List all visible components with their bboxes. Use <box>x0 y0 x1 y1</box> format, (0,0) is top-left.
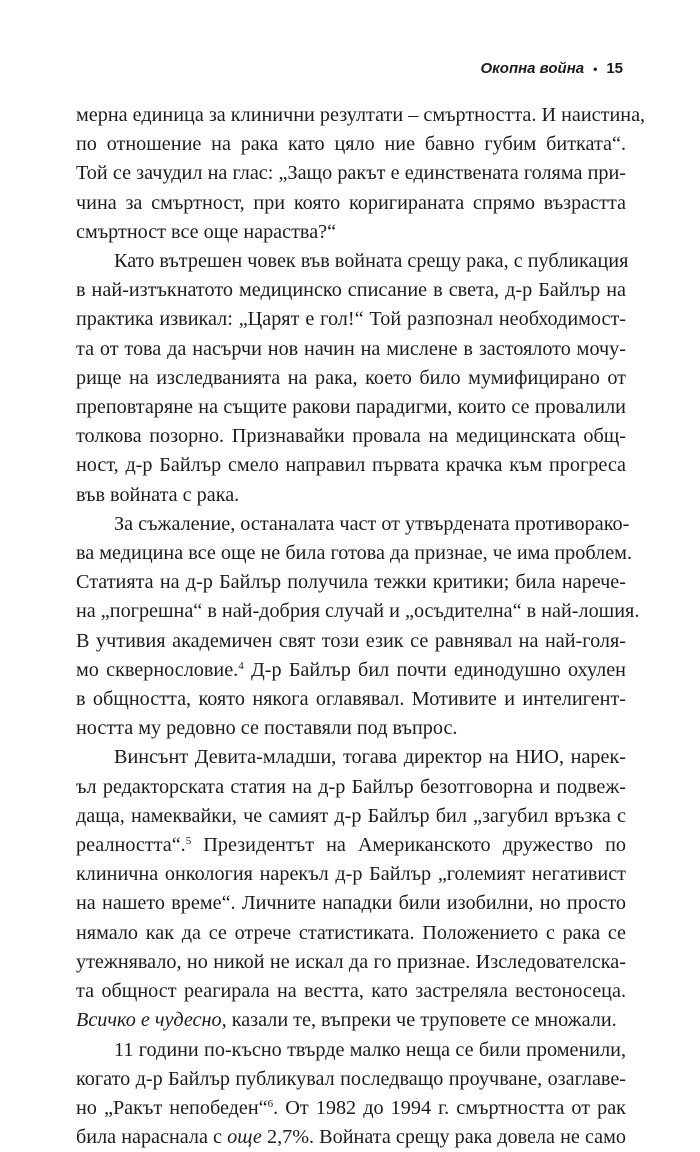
italic-text: Всичко е чудесно <box>76 1009 222 1032</box>
text-line: на нашето време“. Личните нападки били изобилни, но просто <box>76 892 626 915</box>
text-fragment: Президентът на Американското дружество по <box>191 834 626 857</box>
text-line: в най-изтъкнатото медицинско списание в света, д-р Байлър на <box>76 279 626 302</box>
text-line <box>76 1094 626 1123</box>
text-line: клинична онкология нарекъл д-р Байлър „големият негативист <box>76 863 626 886</box>
text-line <box>76 1123 626 1152</box>
text-line: във войната с рака. <box>76 483 240 506</box>
text-line: толкова позорно. Признавайки провала на медицинската общ- <box>76 425 626 448</box>
footnote-ref: 4 <box>238 659 244 672</box>
text-line: та от това да насърчи нов начин на мислене в застоялото мочу- <box>76 337 626 360</box>
text-line: Като вътрешен човек във войната срещу рака, с публикация <box>114 250 629 273</box>
text-line: мерна единица за клинични резултати – смъртността. И наистина, <box>76 104 646 126</box>
text-fragment: била нараснала с <box>76 1126 228 1149</box>
text-fragment: мо сквернословие. <box>76 658 239 681</box>
text-line: ността му редовно се поставяли под въпрос. <box>76 717 458 740</box>
text-line: по отношение на рака като цяло ние бавно губим битката“. <box>76 133 626 156</box>
running-header <box>481 60 623 77</box>
text-line <box>76 1006 626 1035</box>
text-line: 11 години по-късно твърде малко неща се били променили, <box>114 1038 626 1061</box>
header-separator: • <box>593 61 598 76</box>
footnote-ref: 6 <box>267 1097 274 1110</box>
text-fragment: . От 1982 до 1994 г. смъртността от рак <box>273 1096 626 1119</box>
text-line: ъл редакторската статия на д-р Байлър безотговорна и подвеж- <box>76 775 626 798</box>
italic-text: още <box>227 1126 262 1149</box>
text-line: чина за смъртност, при която коригираната спрямо възрастта <box>76 191 626 214</box>
running-title: Окопна война <box>480 60 585 77</box>
text-line: За съжаление, останалата част от утвърдената противорако- <box>114 512 630 535</box>
text-line: утежнявало, но никой не искал да го признае. Изследователска- <box>76 950 626 973</box>
text-fragment: 2,7%. Войната срещу рака довела не само <box>261 1126 626 1149</box>
text-line: на „погрешна“ в най-добрия случай и „осъдителна“ в най-лошия. <box>76 600 640 623</box>
text-line: Статията на д-р Байлър получила тежки критики; била нарече- <box>76 571 626 594</box>
footnote-ref: 5 <box>185 835 192 848</box>
text-line: ност, д-р Байлър смело направил първата крачка към прогреса <box>76 454 626 477</box>
text-line: ва медицина все още не била готова да признае, че има проблем. <box>76 542 632 565</box>
text-line: смъртност все още нараства?“ <box>76 220 337 243</box>
text-fragment: но „Ракът непобеден“ <box>76 1096 268 1119</box>
page-number: 15 <box>606 60 623 77</box>
text-line: В учтивия академичен свят този език се равнявал на най-голя- <box>76 629 626 652</box>
text-line <box>76 831 626 860</box>
text-line: практика извикал: „Царят е гол!“ Той разпознал необходимост- <box>76 308 626 331</box>
text-line: нямало как да се отрече статистиката. Положението с рака се <box>76 921 626 944</box>
text-line: Винсънт Девита-младши, тогава директор на НИО, нарек- <box>114 746 626 769</box>
text-fragment: , казали те, въпреки че труповете се множали. <box>221 1009 617 1032</box>
text-fragment: реалността“. <box>76 834 186 857</box>
text-fragment: Д-р Байлър бил почти единодушно охулен <box>243 658 626 681</box>
text-line: даща, намеквайки, че самият д-р Байлър бил „загубил връзка с <box>76 804 626 827</box>
body-text <box>76 101 646 1152</box>
text-line: когато д-р Байлър публикувал последващо проучване, озаглаве- <box>76 1067 626 1090</box>
text-line <box>76 656 626 685</box>
text-line: преповтаряне на същите ракови парадигми, които се провалили <box>76 396 626 419</box>
text-line: Той се зачудил на глас: „Защо ракът е единствената голяма при- <box>76 162 626 185</box>
text-line: в общността, която някога оглавявал. Мотивите и интелигент- <box>76 688 626 711</box>
text-line: та общност реагирала на вестта, като застреляла вестоносеца. <box>76 980 626 1003</box>
text-line: рище на изследванията на рака, което било мумифицирано от <box>76 366 626 389</box>
